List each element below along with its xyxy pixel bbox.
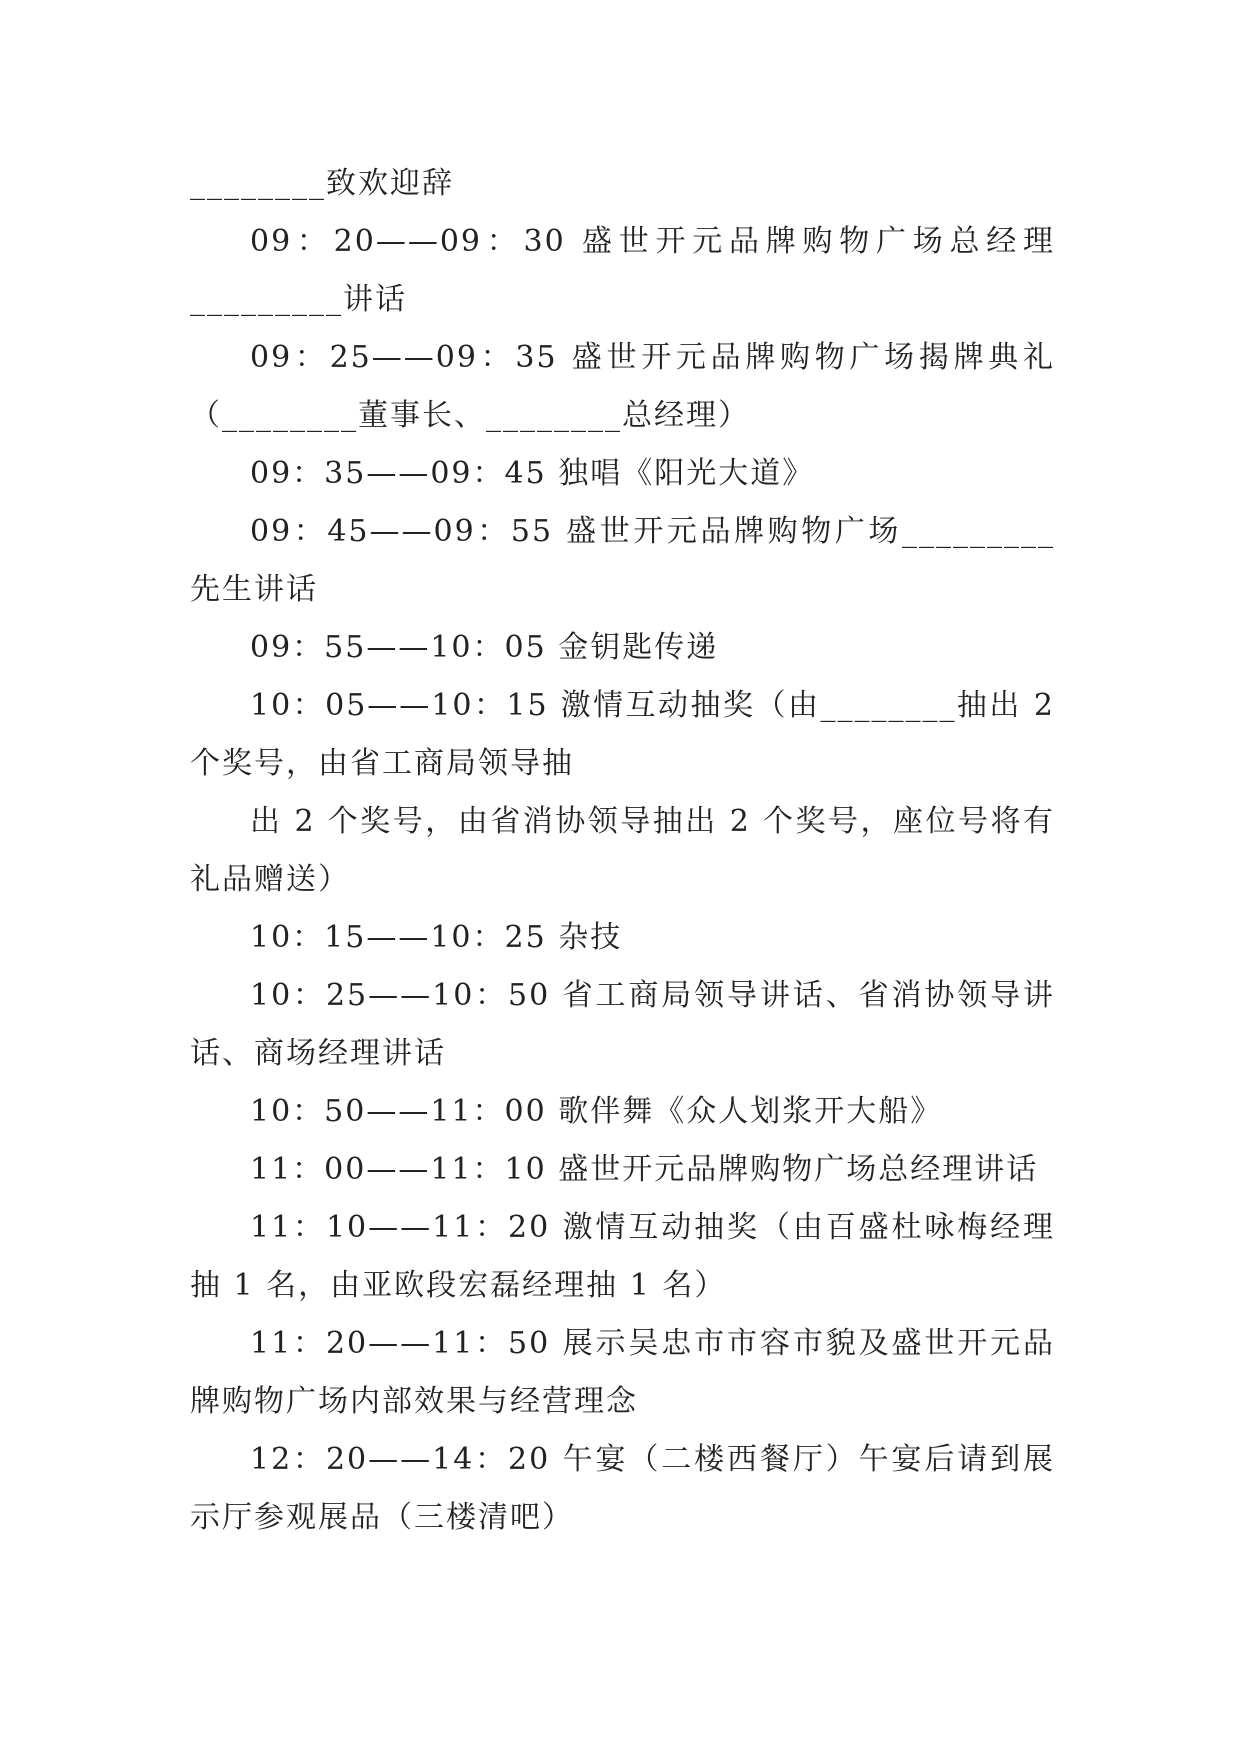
paragraph-schedule-1005-continued: 出 2 个奖号，由省消协领导抽出 2 个奖号，座位号将有礼品赠送）: [190, 804, 1055, 897]
paragraph-schedule-1220: 12：20——14：20 午宴（二楼西餐厅）午宴后请到展示厅参观展品（三楼清吧）: [190, 1442, 1055, 1535]
paragraph-schedule-1110: 11：10——11：20 激情互动抽奖（由百盛杜咏梅经理抽 1 名，由亚欧段宏磊经理抽 1 名）: [190, 1210, 1055, 1303]
paragraph-schedule-1015: 10：15——10：25 杂技: [250, 920, 623, 955]
paragraph-schedule-0945: 09：45——09：55 盛世开元品牌购物广场_________先生讲话: [190, 514, 1055, 607]
paragraph-schedule-0925: 09：25——09：35 盛世开元品牌购物广场揭牌典礼（________董事长、________总经理）: [190, 340, 1055, 433]
paragraph-schedule-1025: 10：25——10：50 省工商局领导讲话、省消协领导讲话、商场经理讲话: [190, 978, 1055, 1071]
paragraph-schedule-0955: 09：55——10：05 金钥匙传递: [250, 630, 719, 665]
paragraph-schedule-1005: 10：05——10：15 激情互动抽奖（由________抽出 2 个奖号，由省工商局领导抽: [190, 688, 1067, 781]
document-page: [190, 155, 1067, 1547]
paragraph-schedule-1050: 10：50——11：00 歌伴舞《众人划浆开大船》: [250, 1094, 943, 1129]
paragraph-schedule-1120: 11：20——11：50 展示吴忠市市容市貌及盛世开元品牌购物广场内部效果与经营理念: [190, 1326, 1055, 1419]
paragraph-schedule-0935: 09：35——09：45 独唱《阳光大道》: [250, 456, 815, 491]
paragraph-schedule-0920: 09：20——09：30 盛世开元品牌购物广场总经理_________讲话: [190, 224, 1055, 317]
paragraph-welcome: ________致欢迎辞: [190, 166, 454, 201]
paragraph-schedule-1100: 11：00——11：10 盛世开元品牌购物广场总经理讲话: [250, 1152, 1039, 1187]
